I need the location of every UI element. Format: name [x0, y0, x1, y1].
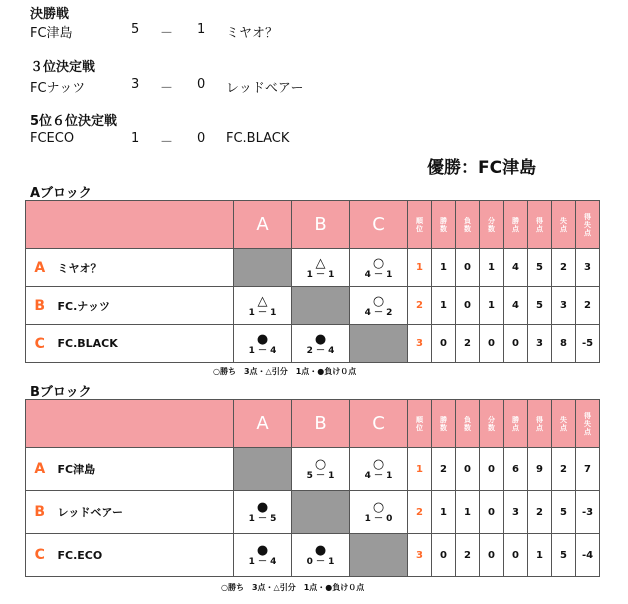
- stat-value: 4: [504, 287, 528, 325]
- result-score: 4 － 2: [364, 307, 393, 318]
- stat-header: [552, 201, 576, 249]
- header-corner: [26, 400, 234, 448]
- stat-value: 5: [528, 287, 552, 325]
- stat-header-label: 得失点: [584, 212, 591, 237]
- stat-value: 2: [552, 448, 576, 491]
- rank-value: 2: [408, 491, 432, 534]
- table-row: [26, 325, 600, 363]
- result-symbol: ○: [314, 457, 327, 472]
- stat-header-label: 失点: [560, 216, 567, 233]
- stat-header: [504, 400, 528, 448]
- stat-value: 2: [432, 448, 456, 491]
- rank-value: 1: [408, 448, 432, 491]
- table-header-row: [26, 400, 600, 448]
- stat-header: [576, 400, 600, 448]
- stat-header-label: 得点: [536, 216, 543, 233]
- stat-value: 2: [456, 534, 480, 577]
- stat-value: 8: [552, 325, 576, 363]
- block-b-legend: ○勝ち 3点・△引分 1点・●負け０点: [221, 583, 365, 592]
- stat-value: 3: [504, 491, 528, 534]
- result-score: 1 － 0: [364, 514, 393, 524]
- block-a-legend: ○勝ち 3点・△引分 1点・●負け０点: [213, 367, 357, 376]
- team-name: FC.ナッツ: [54, 287, 234, 325]
- stat-header-label: 勝点: [512, 415, 519, 432]
- match-result-cell: [234, 325, 292, 363]
- stat-value: 1: [432, 491, 456, 534]
- team-name: FC津島: [54, 448, 234, 491]
- match-result-cell: [292, 325, 350, 363]
- stat-header: [528, 400, 552, 448]
- table-row: [26, 448, 600, 491]
- third-title: ３位決定戦: [30, 60, 96, 75]
- rank-value: 3: [408, 325, 432, 363]
- stat-header: [552, 400, 576, 448]
- result-symbol: ●: [256, 543, 269, 558]
- stat-header-label: 分数: [488, 415, 495, 432]
- self-match-cell: [234, 448, 292, 491]
- match-result-cell: [350, 287, 408, 325]
- result-symbol: ○: [372, 255, 385, 271]
- result-score: 1 － 4: [248, 345, 277, 356]
- fifth-dash: －: [160, 135, 174, 150]
- stat-value: 1: [480, 249, 504, 287]
- stat-value: 0: [432, 325, 456, 363]
- finals-away-score: 1: [197, 22, 206, 37]
- stat-value: 1: [528, 534, 552, 577]
- stat-header-label: 負数: [464, 216, 471, 233]
- self-match-cell: [292, 287, 350, 325]
- stat-header-label: 負数: [464, 415, 471, 432]
- block-b-table: [25, 399, 600, 577]
- stat-value: 9: [528, 448, 552, 491]
- stat-value: 2: [528, 491, 552, 534]
- stat-value: 1: [480, 287, 504, 325]
- stat-header-label: 順位: [416, 216, 423, 233]
- column-header-c: C: [350, 201, 408, 249]
- result-score: 0 － 1: [306, 557, 335, 567]
- third-away: レッドベアー: [226, 81, 304, 96]
- stat-header: [432, 400, 456, 448]
- stat-value: 0: [480, 534, 504, 577]
- column-header-a: A: [234, 201, 292, 249]
- stat-value: -4: [576, 534, 600, 577]
- result-score: 2 － 4: [306, 345, 335, 356]
- result-symbol: ○: [372, 293, 385, 309]
- match-result-cell: [292, 534, 350, 577]
- rank-value: 1: [408, 249, 432, 287]
- table-header-row: [26, 201, 600, 249]
- stat-value: 0: [456, 287, 480, 325]
- match-result-cell: [234, 287, 292, 325]
- stat-value: 2: [552, 249, 576, 287]
- result-symbol: △: [257, 293, 268, 309]
- stat-value: 0: [480, 491, 504, 534]
- stat-value: 1: [432, 249, 456, 287]
- stat-header-label: 得失点: [584, 411, 591, 436]
- stat-value: 2: [576, 287, 600, 325]
- team-name: レッドベアー: [54, 491, 234, 534]
- team-name: FC.BLACK: [54, 325, 234, 363]
- result-symbol: ●: [314, 331, 327, 347]
- stat-header: [528, 201, 552, 249]
- stat-value: 6: [504, 448, 528, 491]
- third-away-score: 0: [197, 77, 206, 92]
- stat-header-label: 勝数: [440, 216, 447, 233]
- result-score: 5 － 1: [306, 471, 335, 481]
- column-header-b: B: [292, 400, 350, 448]
- third-dash: －: [160, 81, 174, 96]
- match-result-cell: [234, 491, 292, 534]
- stat-header-label: 失点: [560, 415, 567, 432]
- stat-header-label: 勝数: [440, 415, 447, 432]
- rank-value: 2: [408, 287, 432, 325]
- row-letter: B: [26, 287, 54, 325]
- row-letter: C: [26, 534, 54, 577]
- row-letter: C: [26, 325, 54, 363]
- stat-value: 0: [480, 448, 504, 491]
- result-symbol: ○: [372, 500, 385, 515]
- stat-header-label: 得点: [536, 415, 543, 432]
- stat-value: 5: [528, 249, 552, 287]
- finals-title: 決勝戦: [30, 7, 70, 22]
- stat-header: [480, 201, 504, 249]
- stat-header-label: 順位: [416, 415, 423, 432]
- third-home: FCナッツ: [30, 81, 86, 96]
- third-home-score: 3: [131, 77, 140, 92]
- block-a-table: [25, 200, 600, 363]
- stat-value: 0: [504, 534, 528, 577]
- finals-dash: －: [160, 26, 174, 41]
- table-row: [26, 249, 600, 287]
- stat-value: 2: [456, 325, 480, 363]
- stat-value: 3: [552, 287, 576, 325]
- table-row: [26, 534, 600, 577]
- stat-value: 3: [576, 249, 600, 287]
- match-result-cell: [350, 491, 408, 534]
- stat-header: [576, 201, 600, 249]
- finals-home-score: 5: [131, 22, 140, 37]
- stat-value: 0: [480, 325, 504, 363]
- table-row: [26, 287, 600, 325]
- self-match-cell: [292, 491, 350, 534]
- result-symbol: ○: [372, 457, 385, 472]
- result-symbol: ●: [256, 331, 269, 347]
- finals-home: FC津島: [30, 26, 73, 41]
- match-result-cell: [292, 249, 350, 287]
- block-a-title: Aブロック: [30, 186, 92, 201]
- result-symbol: ●: [256, 500, 269, 515]
- team-name: FC.ECO: [54, 534, 234, 577]
- self-match-cell: [234, 249, 292, 287]
- stat-value: 1: [432, 287, 456, 325]
- finals-away: ミヤオ？: [226, 26, 279, 41]
- column-header-b: B: [292, 201, 350, 249]
- match-result-cell: [350, 249, 408, 287]
- stat-header: [408, 201, 432, 249]
- fifth-away-score: 0: [197, 131, 206, 146]
- stat-value: 5: [552, 534, 576, 577]
- stat-header-label: 勝点: [512, 216, 519, 233]
- champion-banner: 優勝：FC津島: [427, 158, 537, 178]
- row-letter: A: [26, 249, 54, 287]
- stat-header: [456, 400, 480, 448]
- stat-value: 5: [552, 491, 576, 534]
- block-b-title: Bブロック: [30, 385, 92, 400]
- stat-header: [504, 201, 528, 249]
- stat-header: [480, 400, 504, 448]
- column-header-c: C: [350, 400, 408, 448]
- self-match-cell: [350, 325, 408, 363]
- stat-value: -5: [576, 325, 600, 363]
- stat-value: -3: [576, 491, 600, 534]
- result-score: 4 － 1: [364, 471, 393, 481]
- result-score: 4 － 1: [364, 269, 393, 280]
- stat-value: 7: [576, 448, 600, 491]
- stat-value: 3: [528, 325, 552, 363]
- team-name: ミヤオ？: [54, 249, 234, 287]
- match-result-cell: [292, 448, 350, 491]
- match-result-cell: [350, 448, 408, 491]
- row-letter: B: [26, 491, 54, 534]
- result-score: 1 － 4: [248, 557, 277, 567]
- stat-value: 0: [504, 325, 528, 363]
- result-score: 1 － 5: [248, 514, 277, 524]
- header-corner: [26, 201, 234, 249]
- stat-value: 4: [504, 249, 528, 287]
- stat-header: [432, 201, 456, 249]
- stat-value: 1: [456, 491, 480, 534]
- stat-value: 0: [432, 534, 456, 577]
- fifth-away: FC.BLACK: [226, 131, 290, 146]
- stat-value: 0: [456, 249, 480, 287]
- fifth-home-score: 1: [131, 131, 140, 146]
- column-header-a: A: [234, 400, 292, 448]
- stat-header: [408, 400, 432, 448]
- self-match-cell: [350, 534, 408, 577]
- stat-value: 0: [456, 448, 480, 491]
- row-letter: A: [26, 448, 54, 491]
- result-symbol: △: [315, 255, 326, 271]
- result-score: 1 － 1: [248, 307, 277, 318]
- fifth-home: FCECO: [30, 131, 75, 146]
- result-score: 1 － 1: [306, 269, 335, 280]
- stat-header: [456, 201, 480, 249]
- stat-header-label: 分数: [488, 216, 495, 233]
- table-row: [26, 491, 600, 534]
- fifth-title: 5位６位決定戦: [30, 114, 118, 129]
- rank-value: 3: [408, 534, 432, 577]
- match-result-cell: [234, 534, 292, 577]
- result-symbol: ●: [314, 543, 327, 558]
